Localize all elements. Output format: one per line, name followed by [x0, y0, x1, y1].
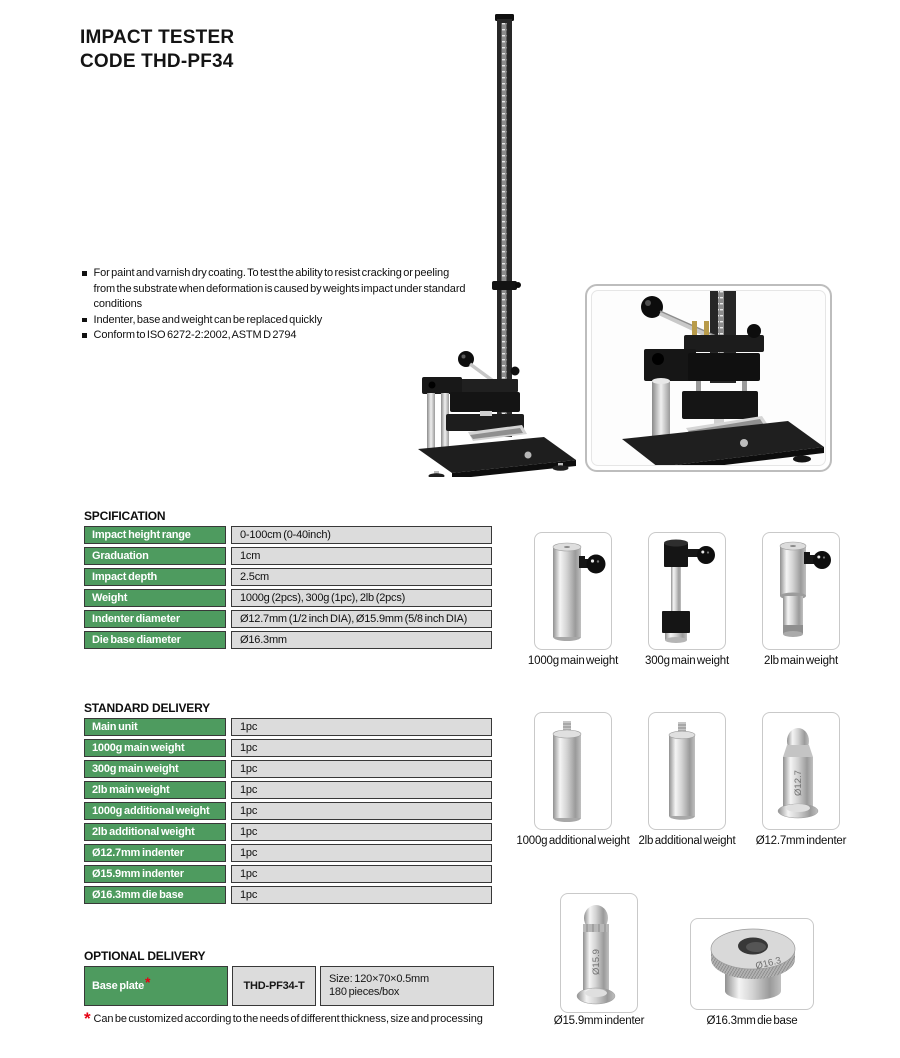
delivery-label: 2lb additional weight [84, 823, 226, 841]
size-line1: Size: 120×70×0.5mm [329, 972, 429, 985]
optional-item-text: Base plate [92, 980, 145, 992]
delivery-qty: 1pc [231, 823, 492, 841]
indenter-159-image [560, 893, 638, 1013]
spec-value: 2.5cm [231, 568, 492, 586]
specification-table [84, 526, 492, 652]
additional-weight-2lb-image [648, 712, 726, 830]
spec-label: Impact height range [84, 526, 226, 544]
table-row [84, 802, 492, 820]
table-row [84, 739, 492, 757]
part-caption: 2lb main weight [764, 655, 838, 667]
delivery-label: 1000g main weight [84, 739, 226, 757]
table-row [84, 781, 492, 799]
delivery-qty: 1pc [231, 865, 492, 883]
detail-photo [591, 290, 826, 466]
spec-label: Impact depth [84, 568, 226, 586]
delivery-label: 300g main weight [84, 760, 226, 778]
feature-item [80, 266, 472, 313]
optional-delivery-table [84, 966, 494, 1006]
spec-value: 0-100cm (0-40inch) [231, 526, 492, 544]
part-caption: 300g main weight [645, 655, 729, 667]
table-row [84, 526, 492, 544]
table-row [84, 631, 492, 649]
part-caption: Ø15.9mm indenter [553, 1015, 645, 1027]
optional-item-code: THD-PF34-T [232, 966, 316, 1006]
spec-label: Weight [84, 589, 226, 607]
standard-delivery-table [84, 718, 492, 907]
main-weight-1000g-image [534, 532, 612, 650]
feature-text: Indenter, base and weight can be replaced quickly [93, 313, 323, 326]
delivery-label: 2lb main weight [84, 781, 226, 799]
bullet-marker [82, 318, 87, 323]
spec-label: Graduation [84, 547, 226, 565]
main-weight-2lb-image [762, 532, 840, 650]
delivery-qty: 1pc [231, 844, 492, 862]
specification-heading: SPCIFICATION [84, 509, 166, 523]
detail-photo-frame [585, 284, 832, 472]
delivery-qty: 1pc [231, 886, 492, 904]
table-row [84, 568, 492, 586]
indenter-127-image [762, 712, 840, 830]
engraving-159: Ø15.9 [590, 948, 602, 975]
page-title-line2: CODE THD-PF34 [80, 51, 234, 72]
table-row [84, 589, 492, 607]
additional-weight-1000g-image [534, 712, 612, 830]
part-caption: 1000g additional weight [516, 835, 630, 847]
asterisk-marker: * [84, 1009, 91, 1028]
press-mechanism [644, 321, 770, 441]
size-line2: 180 pieces/box [329, 986, 400, 998]
feature-text: Conform to ISO 6272-2:2002, ASTM D 2794 [93, 329, 297, 342]
page-title [80, 26, 234, 74]
table-row [84, 610, 492, 628]
standard-delivery-heading: STANDARD DELIVERY [84, 701, 210, 715]
table-row [84, 886, 492, 904]
table-row [84, 823, 492, 841]
optional-item-label [84, 966, 228, 1006]
spec-value: Ø12.7mm (1/2 inch DIA), Ø15.9mm (5/8 inch DIA) [231, 610, 492, 628]
impact-tester-photo [410, 5, 590, 477]
delivery-label: 1000g additional weight [84, 802, 226, 820]
feature-item [80, 328, 472, 344]
table-row [84, 718, 492, 736]
engraving-127: Ø12.7 [792, 769, 804, 796]
optional-delivery-heading: OPTIONAL DELIVERY [84, 949, 206, 963]
delivery-label: Ø16.3mm die base [84, 886, 226, 904]
delivery-qty: 1pc [231, 718, 492, 736]
feature-item [80, 313, 472, 329]
table-row [84, 844, 492, 862]
delivery-label: Main unit [84, 718, 226, 736]
bullet-marker [82, 333, 87, 338]
spec-value: Ø16.3mm [231, 631, 492, 649]
page-title-line1: IMPACT TESTER [80, 27, 235, 48]
footnote-text: Can be customized according to the needs of different thickness, size and processing [93, 1013, 483, 1025]
spec-label: Die base diameter [84, 631, 226, 649]
table-row [84, 760, 492, 778]
spec-value: 1000g (2pcs), 300g (1pc), 2lb (2pcs) [231, 589, 492, 607]
delivery-qty: 1pc [231, 802, 492, 820]
table-row [84, 547, 492, 565]
spec-value: 1cm [231, 547, 492, 565]
feature-text: For paint and varnish dry coating. To test the ability to resist cracking or peeling from the substrate when deformation is caused by weights impact under standard conditions [93, 267, 466, 311]
part-caption: Ø16.3mm die base [706, 1015, 798, 1027]
spec-label: Indenter diameter [84, 610, 226, 628]
engraving-163: Ø16.3 [754, 954, 782, 972]
main-weight-300g-image [648, 532, 726, 650]
part-caption: Ø12.7mm indenter [755, 835, 847, 847]
part-caption: 1000g main weight [527, 655, 619, 667]
part-caption: 2lb additional weight [638, 835, 736, 847]
delivery-qty: 1pc [231, 739, 492, 757]
table-row [84, 865, 492, 883]
bullet-marker [82, 271, 87, 276]
footnote [84, 1009, 483, 1028]
delivery-qty: 1pc [231, 781, 492, 799]
delivery-label: Ø15.9mm indenter [84, 865, 226, 883]
asterisk-marker: * [145, 974, 151, 990]
delivery-qty: 1pc [231, 760, 492, 778]
delivery-label: Ø12.7mm indenter [84, 844, 226, 862]
feature-list [80, 266, 472, 344]
die-base-163-image [690, 918, 814, 1010]
optional-item-size [320, 966, 494, 1006]
